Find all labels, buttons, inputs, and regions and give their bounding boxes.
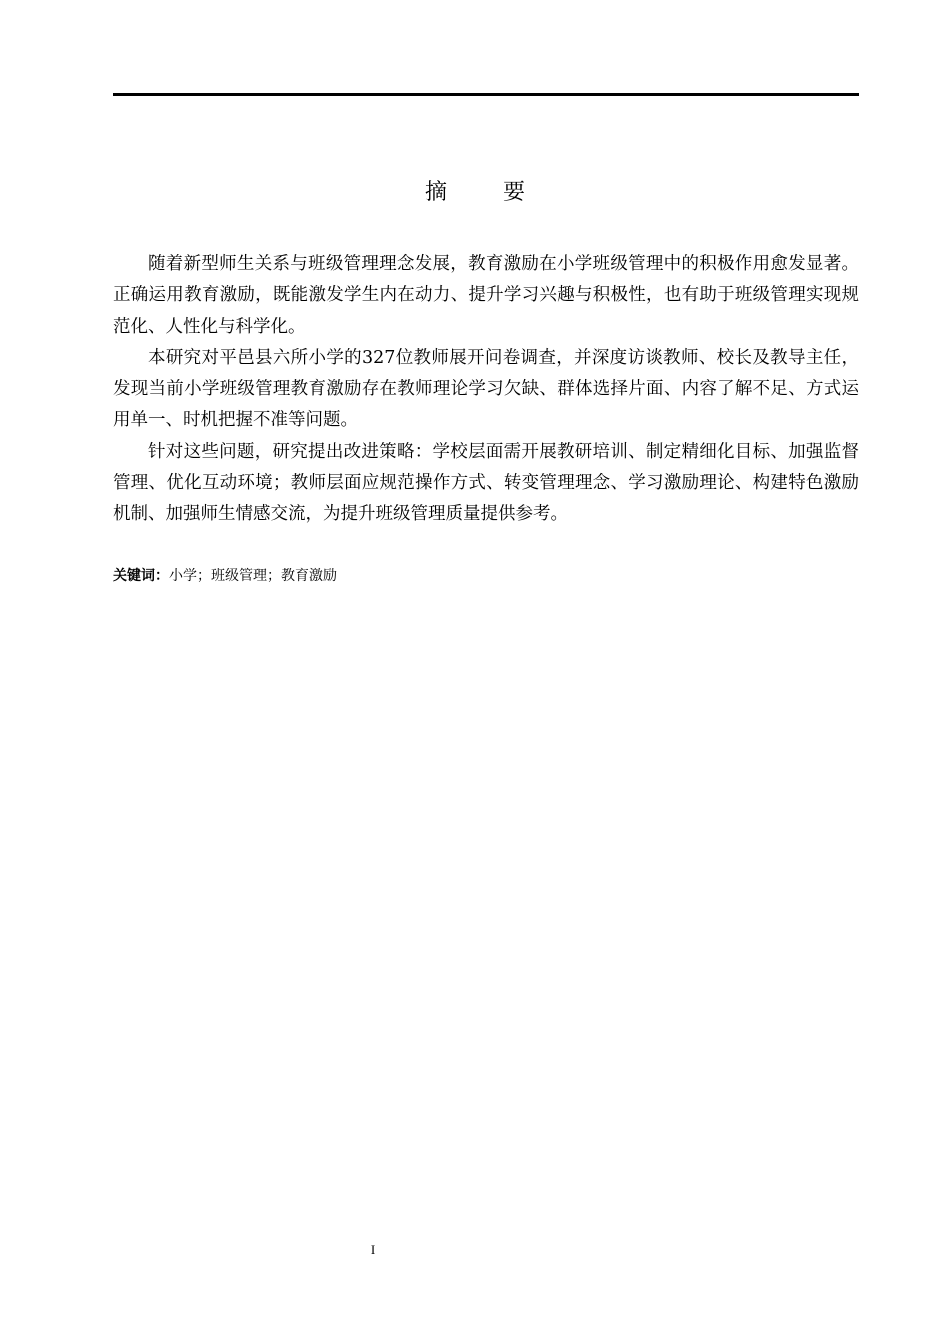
page-number: I bbox=[370, 1242, 376, 1257]
page-title: 摘要 bbox=[424, 180, 581, 205]
abstract-paragraph-2: 本研究对平邑县六所小学的327位教师展开问卷调查，并深度访谈教师、校长及教导主任，发现当前小学班级管理教育激励存在教师理论学习欠缺、群体选择片面、内容了解不足、方式运用单一、时机把握不准等问题。 bbox=[113, 347, 859, 431]
keywords-line bbox=[113, 566, 337, 586]
header-rule bbox=[113, 93, 859, 96]
abstract-paragraph-3: 针对这些问题，研究提出改进策略：学校层面需开展教研培训、制定精细化目标、加强监督管理、优化互动环境；教师层面应规范操作方式、转变管理理念、学习激励理论、构建特色激励机制、加强师生情感交流，为提升班级管理质量提供参考。 bbox=[113, 441, 859, 525]
abstract-paragraph-1: 随着新型师生关系与班级管理理念发展，教育激励在小学班级管理中的积极作用愈发显著。正确运用教育激励，既能激发学生内在动力、提升学习兴趣与积极性，也有助于班级管理实现规范化、人性化与科学化。 bbox=[113, 254, 859, 337]
abstract-body bbox=[113, 249, 859, 531]
keywords-value: 小学；班级管理；教育激励 bbox=[169, 568, 337, 584]
keywords-label: 关键词： bbox=[113, 568, 169, 584]
